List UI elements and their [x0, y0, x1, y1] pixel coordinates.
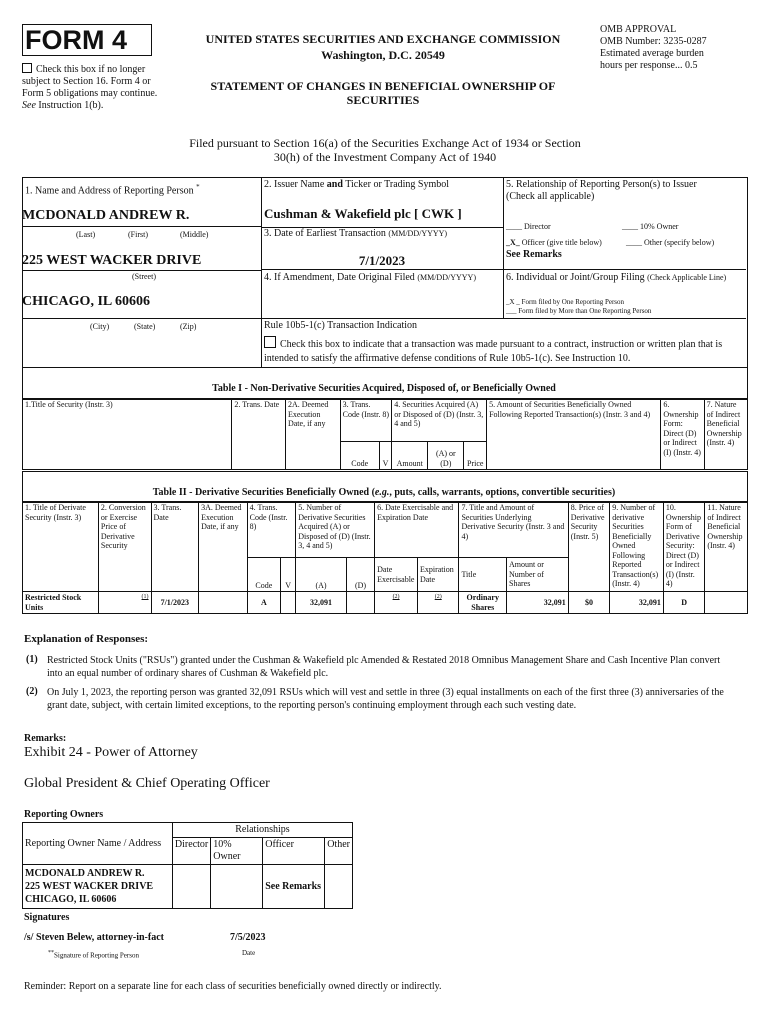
- t1-col-nature: 7. Nature of Indirect Beneficial Ownership (Instr. 4): [704, 399, 747, 470]
- footnote1-text: Restricted Stock Units ("RSUs") granted under the Cushman & Wakefield plc Amended & Restated 2018 Omnibus Management Share and Cash Incentive Plan convert into an equal number of ordinary shares of Cushman & Wakefield plc.: [47, 655, 721, 679]
- omb-hours: hours per response... 0.5: [600, 60, 698, 71]
- box3-label: [264, 228, 447, 240]
- underline: [22, 226, 261, 227]
- t2-row-form: D: [663, 592, 704, 614]
- t1-sub-price: Price: [464, 442, 487, 470]
- owner-officer-cell: See Remarks: [263, 865, 325, 909]
- signature-label-text: Signature of Reporting Person: [54, 951, 139, 960]
- owners-col-officer: Officer: [263, 838, 325, 865]
- box6-label: [506, 272, 726, 284]
- t2-col-trans-date: 3. Trans. Date: [151, 502, 199, 592]
- owners-col-other: Other: [325, 838, 353, 865]
- owner-10pct-cell: [211, 865, 263, 909]
- box4-label: [264, 272, 476, 284]
- t2-row-a: 32,091: [296, 592, 347, 614]
- t2-row-deemed: [199, 592, 248, 614]
- t2-col-underlying: 7. Title and Amount of Securities Underlying Derivative Security (Instr. 3 and 4): [459, 502, 568, 558]
- owners-col-relationships: Relationships: [172, 823, 352, 838]
- box6-label-small: (Check Applicable Line): [647, 273, 727, 282]
- remarks-line1: Exhibit 24 - Power of Attorney: [24, 745, 198, 760]
- t2-row-underlying: Ordinary Shares: [459, 592, 507, 614]
- owner-name-address: [23, 865, 173, 909]
- t2-sub-amount: Amount or Number of Shares: [507, 558, 569, 592]
- table2-title-a: Table II - Derivative Securities Beneficially Owned (: [152, 487, 375, 498]
- t2-row-fn1: [98, 592, 151, 614]
- signature-mark: **: [48, 950, 54, 956]
- table-row: [23, 592, 748, 614]
- box5-label2: (Check all applicable): [506, 191, 595, 202]
- t2-row-price: $0: [568, 592, 609, 614]
- underline: [22, 270, 261, 271]
- multiple-persons-option[interactable]: ___ Form filed by More than One Reporting Person: [506, 307, 652, 315]
- omb-number: OMB Number: 3235-0287: [600, 36, 707, 47]
- t2-sub-code: Code: [247, 558, 280, 592]
- t1-col-trans-date: 2. Trans. Date: [232, 399, 286, 470]
- street-value: 225 WEST WACKER DRIVE: [22, 253, 202, 268]
- director-option[interactable]: ____ Director: [506, 222, 551, 231]
- rule10b5-text: Check this box to indicate that a transaction was made pursuant to a contract, instruction or written plan that is intended to satisfy the affirmative defense conditions of Rule 10b5-1(c). See Instruction 10.: [264, 339, 723, 364]
- table2-title-b: , puts, calls, warrants, options, convertible securities): [389, 487, 616, 498]
- t2-sub-exp: Expiration Date: [417, 558, 458, 592]
- other-option[interactable]: ____ Other (specify below): [626, 238, 715, 247]
- state-label: (State): [134, 322, 156, 331]
- t2-row-date: 7/1/2023: [151, 592, 199, 614]
- t1-col-acquired: 4. Securities Acquired (A) or Disposed of (D) (Instr. 3, 4 and 5): [392, 399, 487, 442]
- form-title: FORM 4: [25, 25, 128, 55]
- t2-row-d: [346, 592, 374, 614]
- box1-label: [25, 181, 200, 197]
- statement-title: STATEMENT OF CHANGES IN BENEFICIAL OWNERSHIP OF SECURITIES: [210, 79, 556, 107]
- section16-checkbox-text: Check this box if no longer subject to Section 16. Form 4 or Form 5 obligations may continue.: [22, 64, 158, 99]
- signature-label: [48, 949, 139, 960]
- t2-row-date-ex: [375, 592, 418, 614]
- box3-label-small: (MM/DD/YYYY): [388, 229, 448, 238]
- t2-row-date-ex-link[interactable]: (2): [392, 594, 400, 600]
- see-text: See: [22, 100, 36, 111]
- t2-col-nature: 11. Nature of Indirect Beneficial Ownership (Instr. 4): [705, 502, 748, 592]
- instruction-text: Instruction 1(b).: [38, 100, 104, 111]
- table1: [22, 398, 748, 470]
- signature-date: 7/5/2023: [230, 932, 266, 943]
- t1-col-deemed: 2A. Deemed Execution Date, if any: [285, 399, 340, 470]
- box4-label-small: (MM/DD/YYYY): [417, 273, 476, 282]
- owner-city: CHICAGO, IL 60606: [25, 894, 117, 905]
- box1-label-mark: *: [196, 183, 200, 191]
- divider: [261, 177, 262, 367]
- t2-row-exp: [417, 592, 458, 614]
- table2-title-eg: e.g.: [374, 487, 390, 498]
- form-title-box: [22, 24, 152, 56]
- section16-checkbox-area: [22, 63, 172, 112]
- omb-approval: OMB APPROVAL: [600, 24, 677, 35]
- divider: [503, 177, 504, 319]
- section16-checkbox[interactable]: [22, 63, 32, 73]
- zip-label: (Zip): [180, 322, 197, 331]
- t2-row-v: [281, 592, 296, 614]
- explanation-heading: Explanation of Responses:: [24, 633, 149, 645]
- box2-label: [264, 179, 449, 191]
- t2-row-fn1-link[interactable]: (1): [141, 594, 149, 600]
- middle-label: (Middle): [180, 230, 209, 239]
- footnote1-number: (1): [26, 654, 38, 665]
- owner-director-cell: [172, 865, 210, 909]
- t2-col-number: 5. Number of Derivative Securities Acquired (A) or Disposed of (D) (Instr. 3, 4 and 5): [296, 502, 375, 558]
- t2-sub-d: (D): [346, 558, 374, 592]
- owner-street: 225 WEST WACKER DRIVE: [25, 881, 154, 892]
- underline: [22, 318, 261, 319]
- box3-label-text: 3. Date of Earliest Transaction: [264, 228, 386, 239]
- divider: [261, 318, 746, 319]
- owners-col-name: Reporting Owner Name / Address: [23, 823, 173, 865]
- t2-col-title: 1. Title of Derivate Security (Instr. 3): [23, 502, 99, 592]
- officer-option-label: Officer (give title below): [521, 238, 602, 247]
- ten-pct-owner-option[interactable]: ____ 10% Owner: [622, 222, 679, 231]
- one-person-option[interactable]: _X _ Form filed by One Reporting Person: [506, 298, 625, 306]
- t1-col-amount-owned: 5. Amount of Securities Beneficially Owned Following Reported Transaction(s) (Instr. 3 and 4): [487, 399, 661, 470]
- t2-col-exercisable: 6. Date Exercisable and Expiration Date: [375, 502, 459, 558]
- owners-col-10pct: 10% Owner: [211, 838, 263, 865]
- t2-row-code: A: [247, 592, 280, 614]
- box5-label-text: 5. Relationship of Reporting Person(s) to Issuer: [506, 179, 697, 190]
- t2-row-owned: 32,091: [610, 592, 664, 614]
- omb-burden: Estimated average burden: [600, 48, 704, 59]
- omb-block: [600, 24, 760, 72]
- owners-col-director: Director: [172, 838, 210, 865]
- t2-row-exp-link[interactable]: (2): [434, 594, 442, 600]
- officer-option[interactable]: [506, 238, 602, 248]
- table1-title: Table I - Non-Derivative Securities Acquired, Disposed of, or Beneficially Owned: [212, 383, 556, 394]
- officer-mark: _X_: [506, 238, 520, 247]
- t1-sub-ad: (A) or (D): [428, 442, 464, 470]
- t1-col-ownership-form: 6. Ownership Form: Direct (D) or Indirect (I) (Instr. 4): [661, 399, 704, 470]
- date-label: Date: [242, 949, 256, 957]
- t1-sub-v: V: [379, 442, 391, 470]
- reporting-person-name: MCDONALD ANDREW R.: [22, 208, 190, 223]
- remarks-line2: Global President & Chief Operating Officer: [24, 776, 270, 791]
- t2-col-deemed: 3A. Deemed Execution Date, if any: [199, 502, 248, 592]
- see-remarks-title: See Remarks: [506, 249, 562, 260]
- t1-col-code: 3. Trans. Code (Instr. 8): [340, 399, 392, 442]
- street-label: (Street): [132, 272, 156, 281]
- t2-sub-v: V: [281, 558, 296, 592]
- city-value: CHICAGO, IL 60606: [22, 294, 150, 309]
- owners-table: [22, 822, 353, 909]
- t2-sub-a: (A): [296, 558, 347, 592]
- owners-heading: Reporting Owners: [24, 809, 104, 820]
- t2-row-amount: 32,091: [507, 592, 569, 614]
- t2-sub-date-ex: Date Exercisable: [375, 558, 418, 592]
- t1-sub-amount: Amount: [392, 442, 428, 470]
- city-label: (City): [90, 322, 110, 331]
- t2-row-title: Restricted Stock Units: [23, 592, 99, 614]
- table-row: [23, 865, 353, 909]
- issuer-name: Cushman & Wakefield plc [ CWK ]: [264, 206, 462, 221]
- box2-label-b: Ticker or Trading Symbol: [342, 179, 450, 190]
- box5-label: [506, 179, 744, 203]
- t2-row-nature: [705, 592, 748, 614]
- first-label: (First): [128, 230, 148, 239]
- box2-label-and: and: [326, 179, 343, 190]
- rule10b5-text-area: [264, 336, 742, 366]
- agency-name: UNITED STATES SECURITIES AND EXCHANGE COMMISSION: [205, 32, 561, 46]
- t2-col-owned: 9. Number of derivative Securities Beneficially Owned Following Reported Transaction(s) (Instr. 4): [610, 502, 664, 592]
- table2-title: [22, 487, 746, 499]
- t2-col-code: 4. Trans. Code (Instr. 8): [247, 502, 296, 558]
- t2-col-form: 10. Ownership Form of Derivative Security: Direct (D) or Indirect (I) (Instr. 4): [663, 502, 704, 592]
- earliest-transaction-date: 7/1/2023: [358, 253, 406, 268]
- box4-label-text: 4. If Amendment, Date Original Filed: [264, 272, 415, 283]
- reminder-text: Reminder: Report on a separate line for each class of securities beneficially owned directly or indirectly.: [24, 981, 442, 992]
- t2-sub-title: Title: [459, 558, 507, 592]
- table2: [22, 501, 748, 614]
- agency-city: Washington, D.C. 20549: [321, 48, 445, 62]
- footnote2-number: (2): [26, 686, 38, 697]
- rule10b5-title: Rule 10b5-1(c) Transaction Indication: [264, 320, 418, 331]
- t1-col-title: 1.Title of Security (Instr. 3): [23, 399, 232, 470]
- box1-label-text: 1. Name and Address of Reporting Person: [25, 185, 194, 197]
- box6-label-text: 6. Individual or Joint/Group Filing: [506, 272, 645, 283]
- signature-value: /s/ Steven Belew, attorney-in-fact: [24, 932, 164, 943]
- last-label: (Last): [76, 230, 96, 239]
- divider: [261, 269, 746, 270]
- t1-sub-code: Code: [340, 442, 379, 470]
- footnote2-text: On July 1, 2023, the reporting person was granted 32,091 RSUs which will vest and settle in three (3) equal installments on each of the first three (3) anniversaries of the grant date, subject, with certain limited exceptions, to the reporting person's continuing employment through each such vesting date.: [47, 687, 724, 711]
- t2-col-conversion: 2. Conversion or Exercise Price of Derivative Security: [98, 502, 151, 592]
- rule10b5-checkbox[interactable]: [264, 336, 276, 348]
- t2-col-price: 8. Price of Derivative Security (Instr. 5): [568, 502, 609, 592]
- box2-label-a: 2. Issuer Name: [264, 179, 327, 190]
- remarks-heading: Remarks:: [24, 733, 67, 744]
- signatures-heading: Signatures: [24, 912, 70, 923]
- owner-other-cell: [325, 865, 353, 909]
- filed-pursuant: Filed pursuant to Section 16(a) of the Securities Exchange Act of 1934 or Section 30(h) of the Investment Company Act of 1940: [189, 136, 581, 164]
- owner-name: MCDONALD ANDREW R.: [25, 868, 145, 879]
